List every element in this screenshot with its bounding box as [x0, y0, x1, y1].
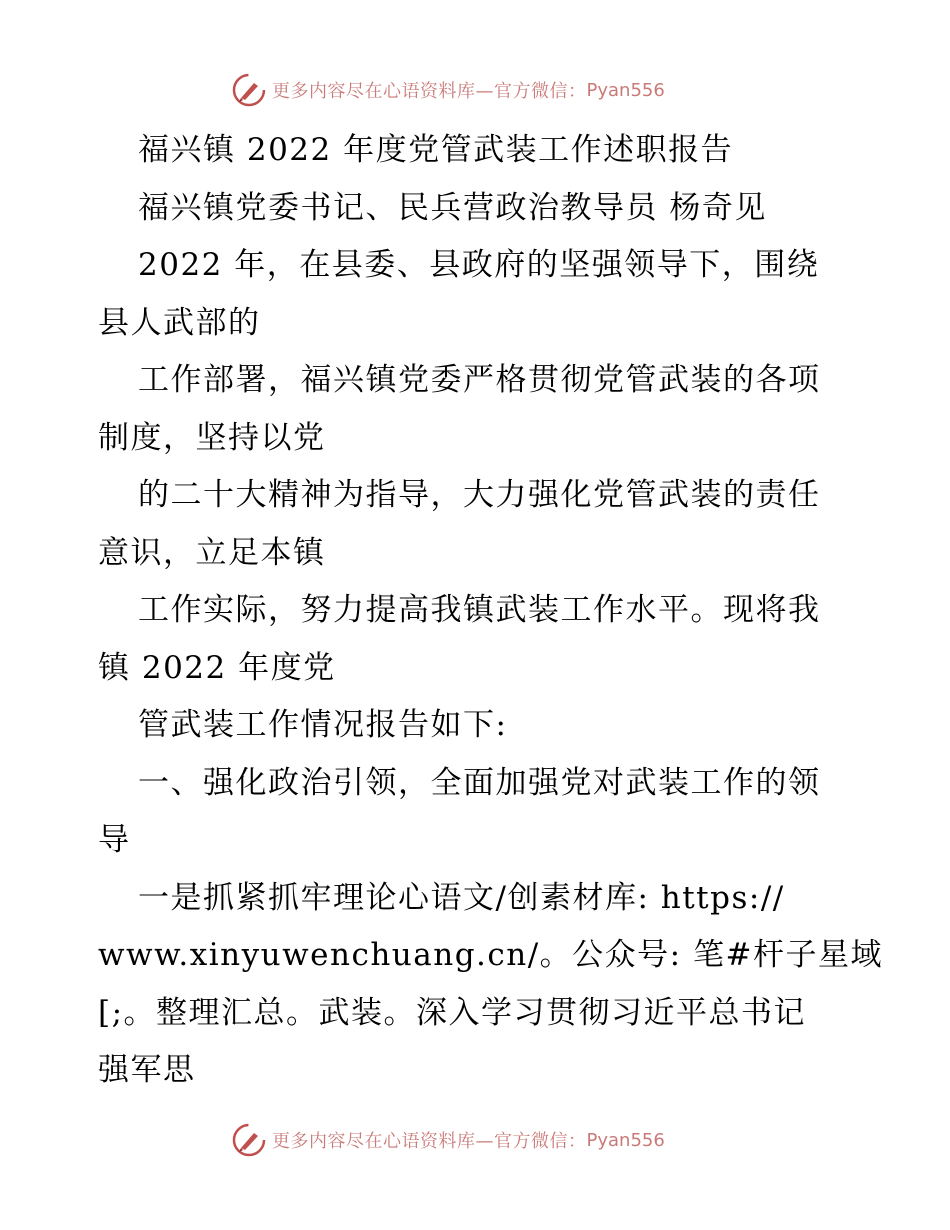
author-line: 福兴镇党委书记、民兵营政治教导员 杨奇见 [138, 189, 767, 226]
body-line: 工作实际，努力提高我镇武装工作水平。现将我 [138, 592, 821, 628]
section-heading: 一、强化政治引领，全面加强党对武装工作的领 [138, 764, 821, 801]
watermark-wechat-id: Pyan556 [586, 1129, 665, 1151]
watermark-footer [232, 1122, 665, 1158]
watermark-wechat-id: Pyan556 [586, 79, 665, 101]
watermark-text: 更多内容尽在心语资料库—官方微信： [272, 1131, 587, 1152]
watermark-header [232, 72, 665, 108]
body-line: 管武装工作情况报告如下: [138, 707, 508, 743]
body-line: 一是抓紧抓牢理论心语文/创素材库: https:// [138, 879, 785, 916]
body-line: [;。整理汇总。武装。深入学习贯彻习近平总书记 [98, 994, 807, 1031]
document-body [98, 122, 883, 1100]
body-line: 工作部署，福兴镇党委严格贯彻党管武装的各项 [138, 362, 821, 398]
body-line: 的二十大精神为指导，大力强化党管武装的责任 [138, 477, 821, 513]
body-line: 县人武部的 [98, 304, 261, 341]
pen-logo-icon [232, 73, 266, 107]
section-heading-cont: 导 [98, 822, 131, 858]
body-line: 镇 2022 年度党 [98, 649, 336, 686]
body-line: 强军思 [98, 1052, 196, 1088]
watermark-text: 更多内容尽在心语资料库—官方微信： [272, 81, 587, 102]
body-line: 意识，立足本镇 [98, 534, 326, 571]
body-line: 2022 年，在县委、县政府的坚强领导下，围绕 [138, 247, 820, 283]
body-line: www.xinyuwenchuang.cn/。公众号: 笔#杆子星域 [98, 937, 883, 973]
body-line: 制度，坚持以党 [98, 419, 326, 456]
document-title: 福兴镇 2022 年度党管武装工作述职报告 [138, 132, 734, 168]
pen-logo-icon [232, 1123, 266, 1157]
